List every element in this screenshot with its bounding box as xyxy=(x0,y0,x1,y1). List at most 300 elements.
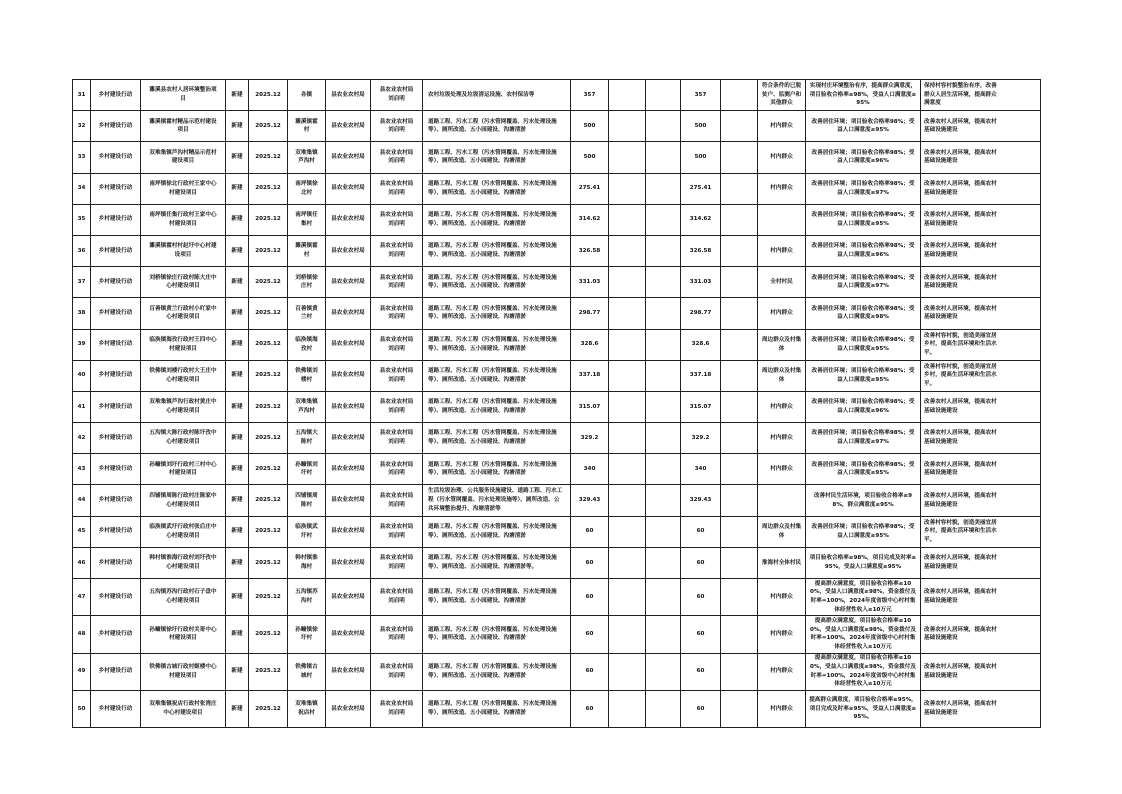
project-location-cell: 南坪镇任集村 xyxy=(288,204,326,235)
total-investment-cell: 500 xyxy=(571,111,609,142)
construction-type-cell: 新建 xyxy=(226,329,249,360)
row-number-cell: 32 xyxy=(73,111,91,142)
completion-date-cell: 2025.12 xyxy=(249,235,288,266)
construction-type-cell: 新建 xyxy=(226,360,249,391)
responsible-person-cell: 县农业农村局刘启明 xyxy=(371,142,423,173)
project-name-cell: 双堆集镇芦沟村精品示范村建设项目 xyxy=(141,142,226,173)
project-name-cell: 五沟镇大陈行政村陈圩孜中心村建设项目 xyxy=(141,423,226,454)
investment-col-3-cell xyxy=(646,547,681,578)
construction-type-cell: 新建 xyxy=(226,391,249,422)
table-row xyxy=(73,80,1041,111)
beneficiaries-cell: 淮海村全体村民 xyxy=(758,547,806,578)
beneficiaries-cell: 周边群众及村集体 xyxy=(758,360,806,391)
project-category-cell: 乡村建设行动 xyxy=(91,690,141,727)
performance-target-cell: 改善居住环境；项目验收合格率98%；受益人口满意度≥97% xyxy=(806,267,921,298)
beneficiaries-cell: 村内群众 xyxy=(758,298,806,329)
investment-col-2-cell xyxy=(609,360,646,391)
performance-target-cell: 改善居住环境；项目验收合格率98%；受益人口满意度≥95% xyxy=(806,516,921,547)
row-number-cell: 31 xyxy=(73,80,91,111)
table-row xyxy=(73,579,1041,616)
table-row xyxy=(73,454,1041,485)
investment-col-2-cell xyxy=(609,516,646,547)
responsible-person-cell: 县农业农村局刘启明 xyxy=(371,547,423,578)
benefit-mechanism-cell: 改善农村人居环境，提高农村基础设施建设 xyxy=(921,616,1041,653)
row-number-cell: 41 xyxy=(73,391,91,422)
completion-date-cell: 2025.12 xyxy=(249,616,288,653)
completion-date-cell: 2025.12 xyxy=(249,267,288,298)
competent-department-cell: 县农业农村局 xyxy=(326,267,371,298)
investment-col-2-cell xyxy=(609,111,646,142)
investment-col-2-cell xyxy=(609,454,646,485)
investment-col-3-cell xyxy=(646,80,681,111)
investment-col-5-cell xyxy=(721,579,758,616)
table-row xyxy=(73,547,1041,578)
competent-department-cell: 县农业农村局 xyxy=(326,360,371,391)
investment-col-3-cell xyxy=(646,616,681,653)
benefit-mechanism-cell: 保持村容村貌整治有序，改善群众人居生活环境，提高群众满意度 xyxy=(921,80,1041,111)
completion-date-cell: 2025.12 xyxy=(249,204,288,235)
completion-date-cell: 2025.12 xyxy=(249,111,288,142)
benefit-mechanism-cell: 改善农村人居环境，提高农村基础设施建设 xyxy=(921,547,1041,578)
construction-type-cell: 新建 xyxy=(226,111,249,142)
beneficiaries-cell: 村内群众 xyxy=(758,690,806,727)
construction-type-cell: 新建 xyxy=(226,454,249,485)
investment-col-2-cell xyxy=(609,547,646,578)
total-investment-cell: 329.2 xyxy=(571,423,609,454)
project-name-cell: 五沟镇苏沟行政村石子盘中心村建设项目 xyxy=(141,579,226,616)
project-name-cell: 濉溪镇霍村精品示范村建设项目 xyxy=(141,111,226,142)
competent-department-cell: 县农业农村局 xyxy=(326,454,371,485)
project-category-cell: 乡村建设行动 xyxy=(91,173,141,204)
total-investment-cell: 340 xyxy=(571,454,609,485)
construction-content-cell: 道路工程、污水工程（污水管网覆盖、污水处理设施等）、厕所改造、五小园建设、沟塘清淤 xyxy=(423,423,571,454)
investment-col-3-cell xyxy=(646,298,681,329)
project-name-cell: 百善镇黄兰行政村小吖家中心村建设项目 xyxy=(141,298,226,329)
investment-col-5-cell xyxy=(721,204,758,235)
table-row xyxy=(73,204,1041,235)
benefit-mechanism-cell: 改善村容村貌，创造美丽宜居乡村，提高生活环境和生活水平。 xyxy=(921,329,1041,360)
competent-department-cell: 县农业农村局 xyxy=(326,423,371,454)
total-investment-cell: 314.62 xyxy=(571,204,609,235)
construction-type-cell: 新建 xyxy=(226,235,249,266)
competent-department-cell: 县农业农村局 xyxy=(326,204,371,235)
construction-content-cell: 道路工程、污水工程（污水管网覆盖、污水处理设施等）、厕所改造、五小园建设、沟塘清淤 xyxy=(423,173,571,204)
competent-department-cell: 县农业农村局 xyxy=(326,298,371,329)
table-row xyxy=(73,423,1041,454)
responsible-person-cell: 县农业农村局刘启明 xyxy=(371,391,423,422)
project-category-cell: 乡村建设行动 xyxy=(91,329,141,360)
investment-col-5-cell xyxy=(721,690,758,727)
investment-col-3-cell xyxy=(646,329,681,360)
table-row xyxy=(73,516,1041,547)
performance-target-cell: 改善居住环境；项目验收合格率98%；受益人口满意度≥96% xyxy=(806,235,921,266)
project-category-cell: 乡村建设行动 xyxy=(91,298,141,329)
project-location-cell: 各镇 xyxy=(288,80,326,111)
construction-content-cell: 道路工程、污水工程（污水管网覆盖、污水处理设施等）、厕所改造、五小园建设、沟塘清淤 xyxy=(423,267,571,298)
benefit-mechanism-cell: 改善村容村貌，创造美丽宜居乡村，提高生活环境和生活水平。 xyxy=(921,360,1041,391)
investment-col-5-cell xyxy=(721,391,758,422)
investment-col-2-cell xyxy=(609,391,646,422)
total-investment-cell: 275.41 xyxy=(571,173,609,204)
project-name-cell: 孙疃镇徐圩行政村关哥中心村建设项目 xyxy=(141,616,226,653)
total-investment-cell: 315.07 xyxy=(571,391,609,422)
completion-date-cell: 2025.12 xyxy=(249,690,288,727)
row-number-cell: 34 xyxy=(73,173,91,204)
investment-col-5-cell xyxy=(721,111,758,142)
project-name-cell: 刘桥镇徐庄行政村陈大庄中心村建设项目 xyxy=(141,267,226,298)
investment-col-5-cell xyxy=(721,329,758,360)
table-row xyxy=(73,360,1041,391)
construction-type-cell: 新建 xyxy=(226,516,249,547)
beneficiaries-cell: 村内群众 xyxy=(758,111,806,142)
investment-col-2-cell xyxy=(609,485,646,516)
project-category-cell: 乡村建设行动 xyxy=(91,423,141,454)
competent-department-cell: 县农业农村局 xyxy=(326,173,371,204)
project-category-cell: 乡村建设行动 xyxy=(91,454,141,485)
investment-col-5-cell xyxy=(721,173,758,204)
competent-department-cell: 县农业农村局 xyxy=(326,80,371,111)
total-investment-cell: 326.58 xyxy=(571,235,609,266)
beneficiaries-cell xyxy=(758,204,806,235)
project-location-cell: 临涣镇武圩村 xyxy=(288,516,326,547)
benefit-mechanism-cell: 改善农村人居环境，提高农村基础设施建设 xyxy=(921,298,1041,329)
benefit-mechanism-cell: 改善农村人居环境，提高农村基础设施建设 xyxy=(921,485,1041,516)
completion-date-cell: 2025.12 xyxy=(249,547,288,578)
project-location-cell: 双堆集镇芦沟村 xyxy=(288,391,326,422)
fund-amount-cell: 60 xyxy=(681,653,721,690)
benefit-mechanism-cell: 改善农村人居环境，提高农村基础设施建设 xyxy=(921,653,1041,690)
project-category-cell: 乡村建设行动 xyxy=(91,485,141,516)
investment-col-2-cell xyxy=(609,267,646,298)
responsible-person-cell: 县农业农村局刘启明 xyxy=(371,298,423,329)
investment-col-5-cell xyxy=(721,423,758,454)
performance-target-cell: 改善村民生活环境，项目验收合格率≥98%，群众满意度≥95% xyxy=(806,485,921,516)
completion-date-cell: 2025.12 xyxy=(249,142,288,173)
project-name-cell: 四铺镇周陈行政村庄陈家中心村建设项目 xyxy=(141,485,226,516)
project-location-cell: 刘桥镇徐庄村 xyxy=(288,267,326,298)
investment-col-5-cell xyxy=(721,360,758,391)
table-row xyxy=(73,653,1041,690)
construction-content-cell: 道路工程、污水工程（污水管网覆盖、污水处理设施等）、厕所改造、五小园建设、沟塘清淤 xyxy=(423,616,571,653)
construction-type-cell: 新建 xyxy=(226,142,249,173)
performance-target-cell: 项目验收合格率≥98%，项目完成及时率≥95%，受益人口满意度≥95% xyxy=(806,547,921,578)
investment-col-2-cell xyxy=(609,204,646,235)
project-location-cell: 临涣镇海孜村 xyxy=(288,329,326,360)
row-number-cell: 50 xyxy=(73,690,91,727)
total-investment-cell: 60 xyxy=(571,690,609,727)
performance-target-cell: 提高群众满意度，项目验收合格率≥100%，受益人口满意度≥98%，资金拨付及时率=100%，2024年度省级中心村村集体经营性收入≥10万元 xyxy=(806,653,921,690)
beneficiaries-cell: 周边群众及村集体 xyxy=(758,516,806,547)
total-investment-cell: 298.77 xyxy=(571,298,609,329)
fund-amount-cell: 329.43 xyxy=(681,485,721,516)
investment-col-3-cell xyxy=(646,423,681,454)
responsible-person-cell: 县农业农村局刘启明 xyxy=(371,616,423,653)
responsible-person-cell: 县农业农村局刘启明 xyxy=(371,423,423,454)
table-row xyxy=(73,142,1041,173)
benefit-mechanism-cell: 改善农村人居环境，提高农村基础设施建设 xyxy=(921,204,1041,235)
total-investment-cell: 500 xyxy=(571,142,609,173)
construction-content-cell: 道路工程、污水工程（污水管网覆盖、污水处理设施等）、厕所改造、五小园建设、沟塘清淤 xyxy=(423,454,571,485)
competent-department-cell: 县农业农村局 xyxy=(326,111,371,142)
benefit-mechanism-cell: 改善农村人居环境，提高农村基础设施建设 xyxy=(921,391,1041,422)
construction-type-cell: 新建 xyxy=(226,267,249,298)
project-category-cell: 乡村建设行动 xyxy=(91,579,141,616)
table-row xyxy=(73,111,1041,142)
construction-content-cell: 道路工程、污水工程（污水管网覆盖、污水处理设施等）、厕所改造、五小园建设、沟塘清淤 xyxy=(423,142,571,173)
table-row xyxy=(73,267,1041,298)
total-investment-cell: 337.18 xyxy=(571,360,609,391)
project-name-cell: 南坪镇任集行政村王家中心村建设项目 xyxy=(141,204,226,235)
project-name-cell: 濉溪镇霍村村赵圩中心村建设项目 xyxy=(141,235,226,266)
beneficiaries-cell: 村内群众 xyxy=(758,423,806,454)
beneficiaries-cell: 周边群众及村集体 xyxy=(758,329,806,360)
project-category-cell: 乡村建设行动 xyxy=(91,204,141,235)
responsible-person-cell: 县农业农村局刘启明 xyxy=(371,579,423,616)
competent-department-cell: 县农业农村局 xyxy=(326,653,371,690)
total-investment-cell: 60 xyxy=(571,653,609,690)
investment-col-5-cell xyxy=(721,298,758,329)
project-name-cell: 南坪镇徐北行政村王家中心村建设项目 xyxy=(141,173,226,204)
performance-target-cell: 实现村庄环境整治有序，提高群众满意度，项目验收合格率≥98%，受益人口满意度≥95% xyxy=(806,80,921,111)
construction-content-cell: 道路工程、污水工程（污水管网覆盖、污水处理设施等）、厕所改造、五小园建设、沟塘清淤 xyxy=(423,690,571,727)
total-investment-cell: 60 xyxy=(571,547,609,578)
construction-type-cell: 新建 xyxy=(226,547,249,578)
table-row xyxy=(73,298,1041,329)
project-category-cell: 乡村建设行动 xyxy=(91,547,141,578)
completion-date-cell: 2025.12 xyxy=(249,298,288,329)
project-location-cell: 濉溪镇霍村 xyxy=(288,235,326,266)
project-name-cell: 临涣镇海孜行政村王四中心村建设项目 xyxy=(141,329,226,360)
row-number-cell: 40 xyxy=(73,360,91,391)
project-location-cell: 孙疃镇刘圩村 xyxy=(288,454,326,485)
row-number-cell: 49 xyxy=(73,653,91,690)
project-name-cell: 孙疃镇刘圩行政村三村中心村建设项目 xyxy=(141,454,226,485)
performance-target-cell: 提高群众满意度，项目验收合格率≥100%，受益人口满意度≥98%，资金拨付及时率=100%，2024年度省级中心村村集体经营性收入≥10万元 xyxy=(806,579,921,616)
investment-col-5-cell xyxy=(721,80,758,111)
competent-department-cell: 县农业农村局 xyxy=(326,690,371,727)
fund-amount-cell: 298.77 xyxy=(681,298,721,329)
responsible-person-cell: 县农业农村局刘启明 xyxy=(371,690,423,727)
performance-target-cell: 改善居住环境；项目验收合格率98%；受益人口满意度≥97% xyxy=(806,173,921,204)
performance-target-cell: 改善居住环境；项目验收合格率98%；受益人口满意度≥96% xyxy=(806,142,921,173)
benefit-mechanism-cell: 改善农村人居环境，提高农村基础设施建设 xyxy=(921,454,1041,485)
row-number-cell: 47 xyxy=(73,579,91,616)
completion-date-cell: 2025.12 xyxy=(249,80,288,111)
competent-department-cell: 县农业农村局 xyxy=(326,329,371,360)
construction-content-cell: 农村垃圾处理及垃圾清运设施、农村保洁等 xyxy=(423,80,571,111)
row-number-cell: 44 xyxy=(73,485,91,516)
performance-target-cell: 改善居住环境；项目验收合格率98%；受益人口满意度≥95% xyxy=(806,111,921,142)
responsible-person-cell: 县农业农村局刘启明 xyxy=(371,485,423,516)
construction-type-cell: 新建 xyxy=(226,690,249,727)
construction-type-cell: 新建 xyxy=(226,616,249,653)
table-row xyxy=(73,329,1041,360)
performance-target-cell: 改善居住环境；项目验收合格率98%；受益人口满意度≥98% xyxy=(806,298,921,329)
competent-department-cell: 县农业农村局 xyxy=(326,579,371,616)
total-investment-cell: 60 xyxy=(571,579,609,616)
project-location-cell: 百善镇黄兰村 xyxy=(288,298,326,329)
project-location-cell: 南坪镇徐北村 xyxy=(288,173,326,204)
construction-content-cell: 道路工程、污水工程（污水管网覆盖、污水处理设施等）、厕所改造、五小园建设、沟塘清淤 xyxy=(423,204,571,235)
total-investment-cell: 357 xyxy=(571,80,609,111)
beneficiaries-cell: 村内群众 xyxy=(758,235,806,266)
investment-col-3-cell xyxy=(646,485,681,516)
investment-col-2-cell xyxy=(609,653,646,690)
project-name-cell: 临涣镇武圩行政村张后庄中心村建设项目 xyxy=(141,516,226,547)
project-name-cell: 韩村镇淮海行政村刘圩孜中心村建设项目 xyxy=(141,547,226,578)
row-number-cell: 45 xyxy=(73,516,91,547)
benefit-mechanism-cell: 改善农村人居环境，提高农村基础设施建设 xyxy=(921,173,1041,204)
construction-type-cell: 新建 xyxy=(226,298,249,329)
investment-col-3-cell xyxy=(646,653,681,690)
benefit-mechanism-cell: 改善农村人居环境，提高农村基础设施建设 xyxy=(921,690,1041,727)
fund-amount-cell: 60 xyxy=(681,516,721,547)
table-row xyxy=(73,485,1041,516)
performance-target-cell: 改善居住环境；项目验收合格率98%；受益人口满意度≥95% xyxy=(806,329,921,360)
total-investment-cell: 60 xyxy=(571,616,609,653)
completion-date-cell: 2025.12 xyxy=(249,485,288,516)
completion-date-cell: 2025.12 xyxy=(249,579,288,616)
construction-content-cell: 道路工程、污水工程（污水管网覆盖、污水处理设施等）、厕所改造、五小园建设、沟塘清淤 xyxy=(423,653,571,690)
completion-date-cell: 2025.12 xyxy=(249,173,288,204)
investment-col-3-cell xyxy=(646,391,681,422)
project-category-cell: 乡村建设行动 xyxy=(91,111,141,142)
beneficiaries-cell: 村内群众 xyxy=(758,616,806,653)
performance-target-cell: 改善居住环境；项目验收合格率98%；受益人口满意度≥97% xyxy=(806,423,921,454)
investment-col-3-cell xyxy=(646,173,681,204)
fund-amount-cell: 357 xyxy=(681,80,721,111)
fund-amount-cell: 329.2 xyxy=(681,423,721,454)
row-number-cell: 42 xyxy=(73,423,91,454)
construction-content-cell: 生活垃圾治理、公共服务设施建设、道路工程、污水工程（污水管网覆盖、污水处理设施等）、厕所改造、公共环境整治提升、沟塘清淤等 xyxy=(423,485,571,516)
benefit-mechanism-cell: 改善农村人居环境，提高农村基础设施建设 xyxy=(921,579,1041,616)
investment-col-5-cell xyxy=(721,267,758,298)
project-category-cell: 乡村建设行动 xyxy=(91,653,141,690)
construction-content-cell: 道路工程、污水工程（污水管网覆盖、污水处理设施等）、厕所改造、五小园建设、沟塘清淤 xyxy=(423,391,571,422)
competent-department-cell: 县农业农村局 xyxy=(326,235,371,266)
completion-date-cell: 2025.12 xyxy=(249,423,288,454)
project-category-cell: 乡村建设行动 xyxy=(91,516,141,547)
investment-col-3-cell xyxy=(646,235,681,266)
fund-amount-cell: 340 xyxy=(681,454,721,485)
investment-col-2-cell xyxy=(609,80,646,111)
project-location-cell: 铁佛镇古城村 xyxy=(288,653,326,690)
total-investment-cell: 331.03 xyxy=(571,267,609,298)
fund-amount-cell: 275.41 xyxy=(681,173,721,204)
table-row xyxy=(73,690,1041,727)
project-table xyxy=(72,79,1041,728)
project-category-cell: 乡村建设行动 xyxy=(91,616,141,653)
construction-content-cell: 道路工程、污水工程（污水管网覆盖、污水处理设施等）、厕所改造、五小园建设、沟塘清淤 xyxy=(423,235,571,266)
table-row xyxy=(73,391,1041,422)
row-number-cell: 43 xyxy=(73,454,91,485)
performance-target-cell: 改善居住环境；项目验收合格率98%；受益人口满意度≥96% xyxy=(806,391,921,422)
total-investment-cell: 328.6 xyxy=(571,329,609,360)
project-category-cell: 乡村建设行动 xyxy=(91,391,141,422)
competent-department-cell: 县农业农村局 xyxy=(326,547,371,578)
fund-amount-cell: 60 xyxy=(681,579,721,616)
responsible-person-cell: 县农业农村局刘启明 xyxy=(371,360,423,391)
construction-type-cell: 新建 xyxy=(226,173,249,204)
responsible-person-cell: 县农业农村局刘启明 xyxy=(371,204,423,235)
responsible-person-cell: 县农业农村局刘启明 xyxy=(371,653,423,690)
investment-col-3-cell xyxy=(646,267,681,298)
project-location-cell: 濉溪镇霍村 xyxy=(288,111,326,142)
investment-col-3-cell xyxy=(646,516,681,547)
competent-department-cell: 县农业农村局 xyxy=(326,391,371,422)
investment-col-2-cell xyxy=(609,616,646,653)
project-location-cell: 五沟镇苏沟村 xyxy=(288,579,326,616)
investment-col-5-cell xyxy=(721,142,758,173)
beneficiaries-cell: 符合条件的已脱贫户、监测户和其他群众 xyxy=(758,80,806,111)
investment-col-2-cell xyxy=(609,173,646,204)
completion-date-cell: 2025.12 xyxy=(249,454,288,485)
responsible-person-cell: 县农业农村局刘启明 xyxy=(371,80,423,111)
responsible-person-cell: 县农业农村局刘启明 xyxy=(371,516,423,547)
responsible-person-cell: 县农业农村局刘启明 xyxy=(371,329,423,360)
completion-date-cell: 2025.12 xyxy=(249,516,288,547)
benefit-mechanism-cell: 改善农村人居环境，提高农村基础设施建设 xyxy=(921,267,1041,298)
beneficiaries-cell: 村内群众 xyxy=(758,454,806,485)
beneficiaries-cell: 村内群众 xyxy=(758,653,806,690)
investment-col-5-cell xyxy=(721,235,758,266)
beneficiaries-cell: 村内群众 xyxy=(758,579,806,616)
investment-col-2-cell xyxy=(609,329,646,360)
performance-target-cell: 改善居住环境；项目验收合格率98%；受益人口满意度≥95% xyxy=(806,204,921,235)
competent-department-cell: 县农业农村局 xyxy=(326,485,371,516)
construction-type-cell: 新建 xyxy=(226,579,249,616)
project-category-cell: 乡村建设行动 xyxy=(91,360,141,391)
row-number-cell: 39 xyxy=(73,329,91,360)
competent-department-cell: 县农业农村局 xyxy=(326,616,371,653)
fund-amount-cell: 331.03 xyxy=(681,267,721,298)
investment-col-5-cell xyxy=(721,616,758,653)
investment-col-3-cell xyxy=(646,204,681,235)
performance-target-cell: 提高群众满意度，项目验收合格率≥100%，受益人口满意度≥98%，资金拨付及时率=100%，2024年度省级中心村村集体经营性收入≥10万元 xyxy=(806,616,921,653)
project-category-cell: 乡村建设行动 xyxy=(91,235,141,266)
construction-type-cell: 新建 xyxy=(226,653,249,690)
project-name-cell: 濉溪县农村人居环境整治项目 xyxy=(141,80,226,111)
project-category-cell: 乡村建设行动 xyxy=(91,80,141,111)
construction-type-cell: 新建 xyxy=(226,423,249,454)
project-location-cell: 双堆集镇芦沟村 xyxy=(288,142,326,173)
project-location-cell: 五沟镇大陈村 xyxy=(288,423,326,454)
beneficiaries-cell: 村内群众 xyxy=(758,142,806,173)
competent-department-cell: 县农业农村局 xyxy=(326,516,371,547)
table-row xyxy=(73,616,1041,653)
performance-target-cell: 提高群众满意度，项目验收合格率≥95%，项目完成及时率≥95%，受益人口满意度≥95%。 xyxy=(806,690,921,727)
responsible-person-cell: 县农业农村局刘启明 xyxy=(371,454,423,485)
investment-col-2-cell xyxy=(609,142,646,173)
fund-amount-cell: 60 xyxy=(681,616,721,653)
investment-col-2-cell xyxy=(609,235,646,266)
investment-col-3-cell xyxy=(646,111,681,142)
performance-target-cell: 改善居住环境；项目验收合格率98%；受益人口满意度≥95% xyxy=(806,360,921,391)
project-location-cell: 四铺镇周陈村 xyxy=(288,485,326,516)
row-number-cell: 33 xyxy=(73,142,91,173)
investment-col-3-cell xyxy=(646,360,681,391)
project-category-cell: 乡村建设行动 xyxy=(91,142,141,173)
project-location-cell: 韩村镇淮海村 xyxy=(288,547,326,578)
beneficiaries-cell: 村内群众 xyxy=(758,391,806,422)
investment-col-5-cell xyxy=(721,485,758,516)
completion-date-cell: 2025.12 xyxy=(249,360,288,391)
table-row xyxy=(73,235,1041,266)
investment-col-5-cell xyxy=(721,454,758,485)
construction-type-cell: 新建 xyxy=(226,485,249,516)
fund-amount-cell: 500 xyxy=(681,111,721,142)
completion-date-cell: 2025.12 xyxy=(249,329,288,360)
